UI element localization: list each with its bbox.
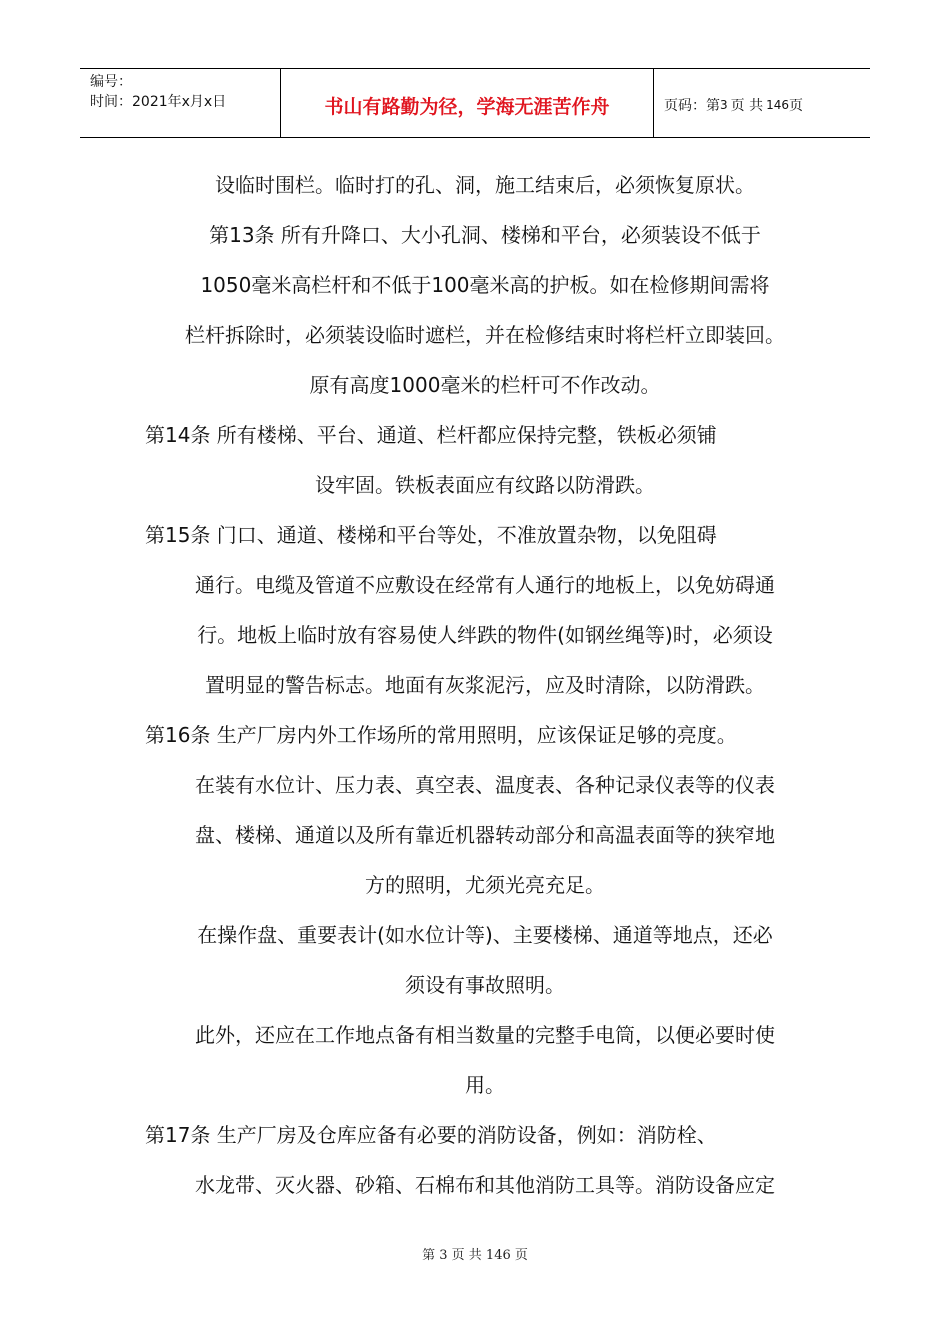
page-mid: 页 共 [730, 98, 764, 114]
text-line: 此外，还应在工作地点备有相当数量的完整手电筒，以便必要时使 [195, 1023, 775, 1047]
page-number: 3 [720, 98, 728, 112]
time-label: 时间：2021年x月x日 [90, 94, 227, 110]
text-line: 方的照明，尤须光亮充足。 [365, 873, 605, 897]
header-page-cell [654, 69, 870, 137]
text-line: 须设有事故照明。 [405, 973, 565, 997]
text-line: 在装有水位计、压力表、真空表、温度表、各种记录仪表等的仪表 [195, 773, 775, 797]
text-line: 通行。电缆及管道不应敷设在经常有人通行的地板上，以免妨碍通 [195, 573, 775, 597]
text-line: 行。地板上临时放有容易使人绊跌的物件(如钢丝绳等)时，必须设 [197, 623, 773, 647]
text-line: 用。 [465, 1073, 505, 1097]
number-label: 编号： [90, 74, 132, 90]
header-info-cell [80, 69, 281, 137]
text-line: 在操作盘、重要表计(如水位计等)、主要楼梯、通道等地点，还必 [197, 923, 773, 947]
text-line: 第17条 生产厂房及仓库应备有必要的消防设备，例如：消防栓、 [145, 1123, 717, 1147]
text-line: 第14条 所有楼梯、平台、通道、栏杆都应保持完整，铁板必须铺 [145, 423, 717, 447]
header-motto-cell [281, 69, 654, 137]
page-total: 146 [766, 98, 789, 112]
text-line: 1050毫米高栏杆和不低于100毫米高的护板。如在检修期间需将 [200, 273, 770, 297]
text-line: 水龙带、灭火器、砂箱、石棉布和其他消防工具等。消防设备应定 [195, 1173, 775, 1197]
text-line: 第16条 生产厂房内外工作场所的常用照明，应该保证足够的亮度。 [145, 723, 737, 747]
page-prefix: 页码：第 [664, 98, 720, 114]
text-line: 设临时围栏。临时打的孔、洞，施工结束后，必须恢复原状。 [215, 173, 755, 197]
page-suffix: 页 [789, 98, 803, 114]
header-table [80, 68, 870, 138]
text-line: 设牢固。铁板表面应有纹路以防滑跌。 [315, 473, 655, 497]
text-line: 第13条 所有升降口、大小孔洞、楼梯和平台，必须装设不低于 [209, 223, 761, 247]
text-line: 置明显的警告标志。地面有灰浆泥污，应及时清除，以防滑跌。 [205, 673, 765, 697]
text-line: 原有高度1000毫米的栏杆可不作改动。 [309, 373, 661, 397]
page-footer: 第 3 页 共 146 页 [422, 1248, 528, 1263]
text-line: 栏杆拆除时，必须装设临时遮栏，并在检修结束时将栏杆立即装回。 [185, 323, 785, 347]
motto-text: 书山有路勤为径，学海无涯苦作舟 [324, 95, 610, 118]
text-line: 第15条 门口、通道、楼梯和平台等处，不准放置杂物，以免阻碍 [145, 523, 717, 547]
document-body [145, 160, 825, 1210]
text-line: 盘、楼梯、通道以及所有靠近机器转动部分和高温表面等的狭窄地 [195, 823, 775, 847]
